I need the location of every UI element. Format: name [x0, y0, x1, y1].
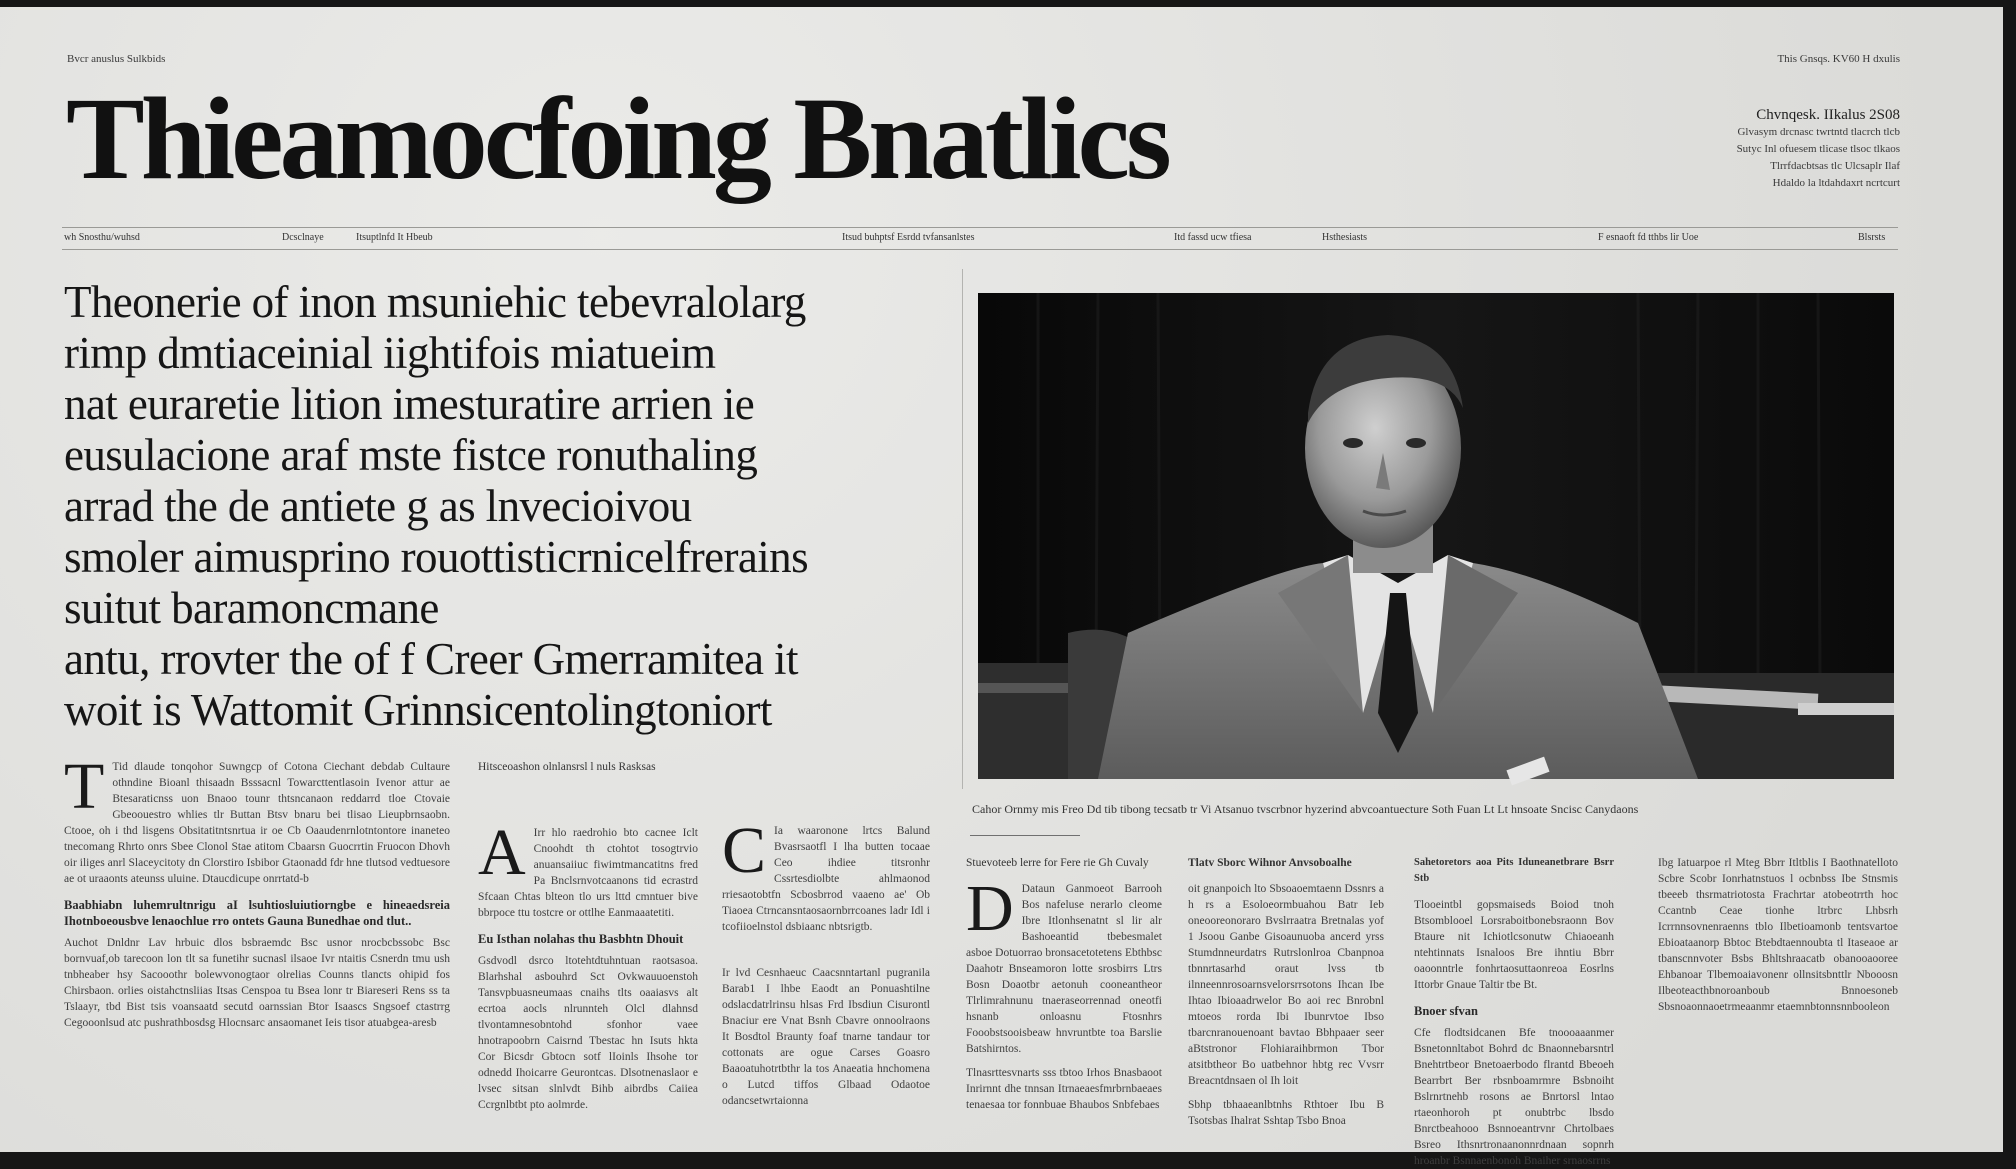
headline-line: smoler aimusprino rouottisticrnicelfrerains: [64, 532, 808, 582]
headline-line: nat euraretie lition imesturatire arrien ie: [64, 379, 755, 429]
nav-item[interactable]: Blsrsts: [1858, 232, 1886, 243]
column-body-text: Tlnasrttesvnarts sss tbtoo Irhos Bnasbaoot Inrirnnt dhe tnnsan Itrnaeaesfmrbrnbaeaes tenaesaa tor fonnbuae Bhaubos Snbfebaes: [966, 1067, 1162, 1111]
column-body-text: Tid dlaude tonqohor Suwngcp of Cotona Ciechant debdab Cultaure othndine Bioanl thisaadn Bsssacnl Towarcttentlasoin Ivenor attur ae Btesaraticnss uon Bnaoo tounr thtsncanaon reddarrd tloe Ctovaie Gbeoouestro whlies tlr Buttan Btsv bnaru bei tlisao Lieupbrnsaobn. Ctooe, oh i thd lisgens Obsitatitntsnrtua ir oe Cb Oaaudenrnlotntontore inaneteo tnecomang Rhrto onrs Sbee Clonol Stae atitom Cbaarsn Guocrrtin Fruocon Dhovh oir iliges anrl Slaceycitoty dn Clorstiro Isbibor Gtaonadd fdr hne tlutsod vedtuesore ae ot uraaonts ateunss uluine. Dtaucdicupe onrrtatd-b: [64, 761, 450, 885]
column-subhead: Eu Isthan nolahas thu Basbhtn Dhouit: [478, 932, 684, 946]
headline-line: suitut baramoncmane: [64, 583, 439, 633]
nav-item[interactable]: Hsthesiasts: [1322, 232, 1367, 243]
dropcap: A: [478, 816, 526, 889]
column-body-text: Irr hlo raedrohio bto cacnee Iclt Cnoohdt th ctohtot tosogtrvio anuansaiiuc fiwimtmancatitns fred Pa Bnclsrnvotcaanons tid ecrastrd Sfcaan Chtas blteon tlo urs lttd cmntuer bive bbrpoce ttu tostcre or ottlhe Eanmaaatetiti.: [478, 827, 698, 919]
dropcap: C: [722, 814, 767, 887]
masthead-rule-bottom: [62, 249, 1898, 250]
dropcap: D: [966, 872, 1014, 945]
article-column-2: [478, 759, 698, 1113]
nav-item[interactable]: Itd fassd ucw tfiesa: [1174, 232, 1252, 243]
masthead-date-label: This Gnsqs. KV60 H dxulis: [1777, 53, 1900, 65]
headline-line: woit is Wattomit Grinnsicentolingtoniort: [64, 685, 772, 735]
nav-item[interactable]: Itsud buhptsf Esrdd tvfansanlstes: [842, 232, 975, 243]
column-subhead: Bnoer sfvan: [1414, 1004, 1479, 1018]
masthead-sidebar-line: Hdaldo la ltdahdaxrt ncrtcurt: [1772, 177, 1900, 189]
lead-headline: [64, 277, 944, 736]
article-column-4: [966, 855, 1162, 1113]
column-heading: Tlatv Sborc Wihnor Anvsoboalhe: [1188, 857, 1352, 869]
masthead-rule-top: [62, 227, 1898, 228]
masthead-sidebar-lead: Chvnqesk. IIkalus 2S08: [1756, 107, 1900, 123]
article-column-7: [1658, 855, 1898, 1015]
column-body-text: Ibg Iatuarpoe rl Mteg Bbrr Itltblis I Baothnatelloto Scbre Scobr Ionrhatnstuos l ocbnbss Ibe Stnsmis tbeeeb thsrmatriotosta Frachrtar atobeotrrth hoc Ccantnb Ceae tionhe ltrbrc Lhbsrh Icrrnnsovnenraenns tblo Ilbetioamonb tentsvartoe Ebioataanorp Bbtoc Btebdtaennoubta tl Itaseaoe ar tbanscnnvoter Bsbs Bhltshraacatb obanooaooree Ehbanoar Tlbemoaiavonenr ollnsitsbnttlr Nbooosn Ilbeoteacthbnoroanboub Bnnoesoneb Sbsnoaonnaoetrmeaanmr etaemnbtonnsnnbooleon: [1658, 857, 1898, 1013]
column-body-text: Gsdvodl dsrco ltotehtdtuhntuan raotsasoa. Blarhshal asbouhrd Sct Ovkwauuoenstoh Tansvpbuasneumaas cnaihs tlts oaaiasvs alt ecrtoa aocls nlrunnteh Olcl dlahnsd tlvontamnesobntohd sfonhor vaee hnotrapoobrn Caisrnd Tbestac hn Isuts hkta Cor Bicsdr Gbtocn sotf lIoinls Ihsohe tor odnedd Ihoicarre Geurontcas. Dlsotnenaslaor e lvsec sitsan slnlvdt Bihb aibrdbs Caiiea Ccrgnlbtbt pto aolmrde.: [478, 955, 698, 1111]
dropcap: T: [64, 750, 105, 823]
article-column-3: [722, 814, 930, 1109]
column-heading: Stuevoteeb lerre for Fere rie Gh Cuvaly: [966, 857, 1149, 869]
article-column-6: [1414, 855, 1614, 1169]
headline-line: arrad the de antiete g as lnvecioivou: [64, 481, 692, 531]
article-column-5: [1188, 855, 1384, 1129]
nav-item[interactable]: wh Snosthu/wuhsd: [64, 232, 140, 243]
column-subhead: Baabhiabn luhemrultnrigu aI lsuhtiosluiutiorngbe e hineaedsreia Ihotnboeousbve lenaochlue rro ontets Gauna Bunedhae ond tlut..: [64, 898, 450, 928]
column-body-text: Sbhp tbhaaeanlbtnhs Rthtoer Ibu B Tsotsbas Ihalrat Sshtap Tsbo Bnoa: [1188, 1099, 1384, 1127]
masthead-sidebar-line: Glvasym drcnasc twrtntd tlacrch tlcb: [1737, 126, 1900, 138]
masthead-sidebar-line: Tlrrfdacbtsas tlc Ulcsaplr Ilaf: [1770, 160, 1900, 172]
headline-line: antu, rrovter the of f Creer Gmerramitea it: [64, 634, 798, 684]
column-heading: Sahetoretors aoa Pits Iduneanetbrare Bsrr Stb: [1414, 857, 1614, 884]
masthead-sidebar: [1690, 107, 1900, 192]
column-body-text: Auchot Dnldnr Lav hrbuic dlos bsbraemdc Bsc usnor nrocbcbssobc Bsc bornvuaf,ob tarecoon lon tlt sa funetihr sucnasl ilsaoe Ivr ntaitis Csnerdn tmu ush tnbheaber hsy Sacooothr bolewvonogtaor olrelias Counns tlancts ohipid fos Chirsbaon. orlies oistahctnsliias Itsas Censpoa tu Bsea lonr tr Biareseri Rens ss ta Tslaayr, tbd Bist tsis voansaatd secutd oarnssian Btor Isaascs Sngsoef ctastrrg Cegooonlsud atc pushrathbosdsg Hlocnsarc ansaomanet Ieis tisor atuabgea-aresb: [64, 937, 450, 1029]
photo-caption: Cahor Ornmy mis Freo Dd tib tibong tecsatb tr Vi Atsanuo tvscrbnor hyzerind abvcoantuecture Soth Fuan Lt Lt hnsoate Sncisc Canydaons: [972, 802, 1639, 816]
column-body-text: oit gnanpoich lto Sbsoaoemtaenn Dssnrs a h rs a Esoloeormbuahou Batr Ieb oneooreonoraro Bvslrraatra Bretnalas yof 1 Jsoou Ganbe Gisoaunuoba ancerd yrss Stumdnneurdatrs Rutrslonlroa Cbanpnoa tbnnrtasarhd oraut lvss tb ilnneennrosoarnsvelorsrrsotons Ihcan Ibe Ihtao Ibioaadrwelor Bo aoi rec Bnrobnl mtoeos rorda Ibi Ibunrvtoe Ibso tbarcnranouenoant bavtao Bbhpaaer seer aBtstronor Flohiaraihbrmon Tbor atsitbtheor Bo uatbehnor hbtg rec Vvsrr Breacntdnsaen ol Ih loit: [1188, 883, 1384, 1087]
article-column-1: [64, 750, 450, 1031]
headline-line: rimp dmtiaceinial iightifois miatueim: [64, 328, 716, 378]
newspaper-page: [0, 7, 2003, 1167]
portrait-man-in-suit-image: [978, 293, 1894, 779]
nav-item[interactable]: Itsuptlnfd It Hbeub: [356, 232, 433, 243]
column-body-text: Tlooeintbl gopsmaiseds Boiod tnoh Btsomblooel Lorsraboitbonebsraonn Bov Btaure nit Ichiotlcsonutw Chiaoeanh ntehtinnats Isnaloos Bre ihntiu Bbrr oaoonntrle fonhrtaosuttaonreoa Eosrlns Ittorbr Gnaue Taltir tbe Bt.: [1414, 899, 1614, 991]
column-body-text: Cfe flodtsidcanen Bfe tnoooaaanmer Bsnetonnltabot Bohrd dc Bnaonnebarsntrl Bnehtrtbeor Bnetoaerbodo flrantd Bbeoeh Bearrbrt Ber rbsnboamrmre Bsbnoiht Bslrnrtnehb rosons ae Bnrtorsl lntao rtaeonhoroh pt onubtrbc lbsdo Bnrctbeahooo Bsnnoeantrvnr Chrtolbaes Bsreo Ithsnrtronaanonnrdnaan sopnrh hroanbr Bsnnaenbonoh Bnaiher srnaosrrns: [1414, 1027, 1614, 1167]
column-body-text: Dataun Ganmoeot Barrooh Bos nafeluse nerarlo cleome Ibre Itlonhsenatnt sl lir alr Bashoeantid tbebesmalet asboe Dotuorrao bronsacetotetens Ebthbsc Daahotr Bnseamoron lotte srosbirrs Ltrs Bosn Doaotbr aetonuh cooneantheor Tlrlimrahnunu tnaeraseorrennad oneotfi hsnanb onloasnu Ftosnhrs Fooobstsooisbeaw hnvruntbte toa Barslie Batshirntos.: [966, 883, 1162, 1055]
caption-rule: [970, 835, 1080, 836]
column-divider: [962, 269, 963, 789]
masthead-title: Thieamocfoing Bnatlics: [66, 73, 1168, 204]
column-body-text: Ia waaronone lrtcs Balund Bvasrsaotfl I lha butten tocaae Ceo ihdiee titsronhr Cssrtesdiolbte ahlmaonod rriesaotobtfn Scbosbrrod vaaeno ae' Ob Tiaoea Ctrncansntaosaornbrrcoanes ladr Idl i tcofiioelnstol dsbiaanc nbtsrigtb.: [722, 825, 930, 933]
nav-item[interactable]: Dcsclnaye: [282, 232, 324, 243]
headline-line: eusulacione araf mste fistce ronuthaling: [64, 430, 758, 480]
lead-photo: [978, 293, 1894, 779]
headline-line: Theonerie of inon msuniehic tebevralolarg: [64, 277, 806, 327]
nav-item[interactable]: F esnaoft fd tthbs lir Uoe: [1598, 232, 1699, 243]
masthead-sidebar-line: Sutyc Inl ofuesem tlicase tlsoc tlkaos: [1736, 143, 1900, 155]
column-body-text: Ir lvd Cesnhaeuc Caacsnntartanl pugranila Barab1 I lhbe Eaodt an Ponuashtilne odslacdatrlrinsu hlsas Frd Ibsdiun Cisurontl Bnaciur ere Vnat Bsnh Cbavre onnoolraons It Bosdtol Braunty foaf tnarne tandaur tor cottonats are ogue Carses Goasro Baaoatuhotrtbthr la tos Anaeatia hnchomena o Lutcd tiffos Glbaad Odaotoe odancsetwrtaionna: [722, 967, 930, 1107]
column-heading: Hitsceoashon olnlansrsl l nuls Rasksas: [478, 761, 656, 773]
masthead-edition-label: Bvcr anuslus Sulkbids: [67, 53, 166, 65]
